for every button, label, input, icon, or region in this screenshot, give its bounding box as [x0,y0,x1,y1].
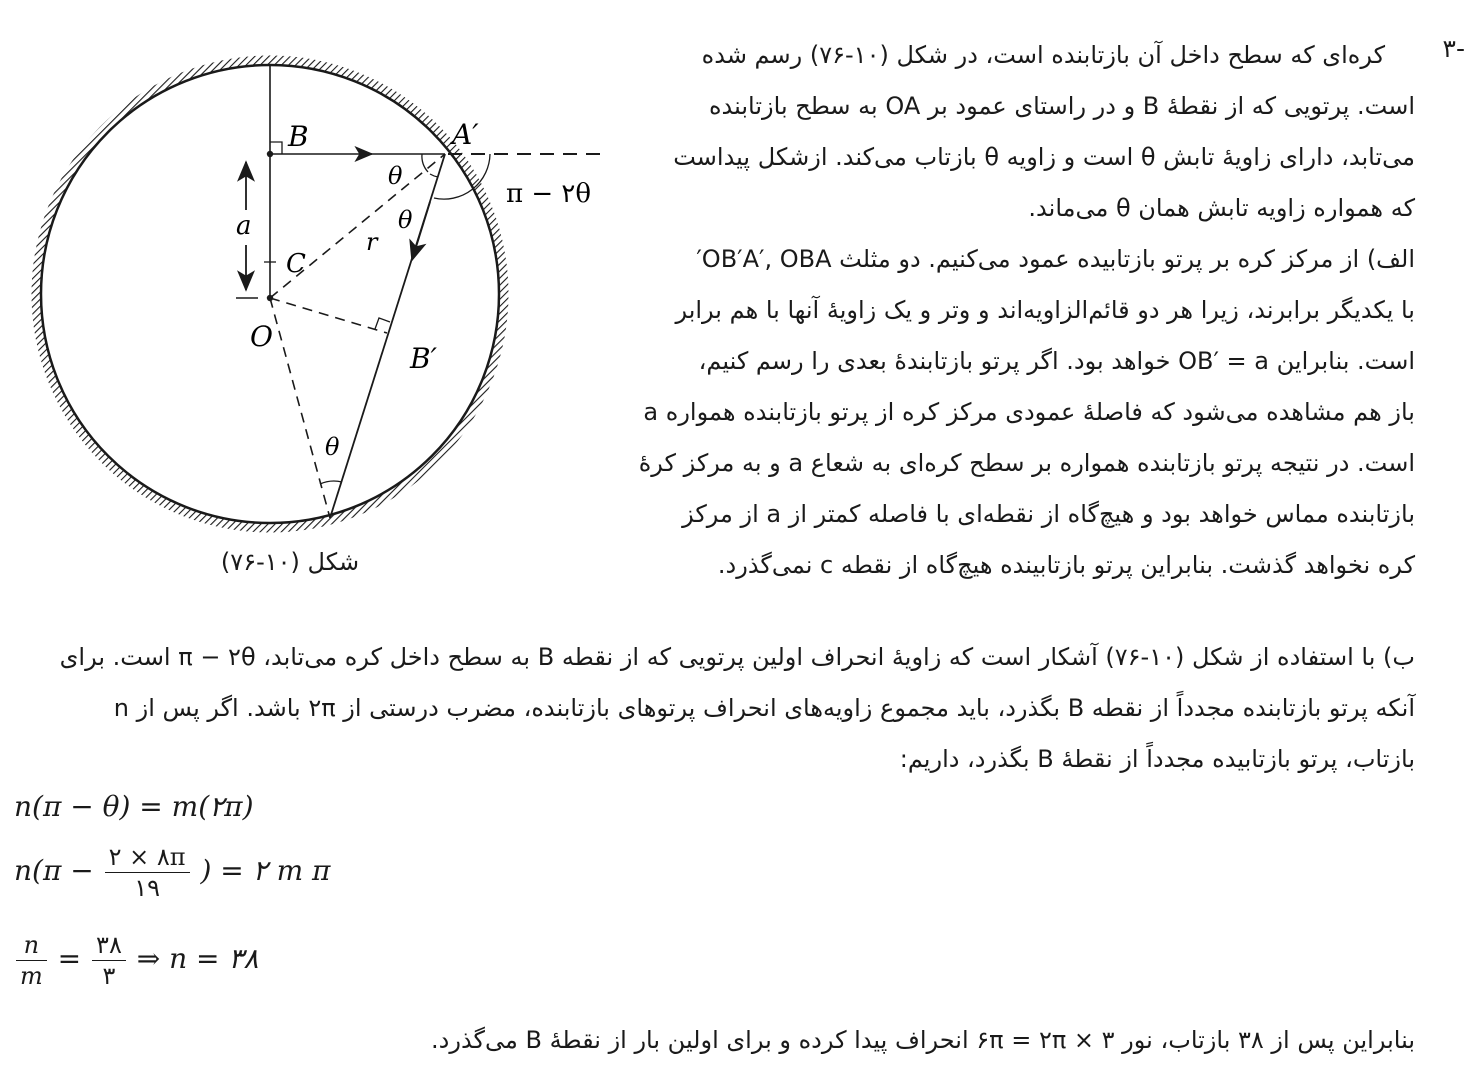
statement-line-2: است. پرتویی که از نقطهٔ B و در راستای عمود بر OA به سطح بازتابنده [708,92,1415,120]
label-theta-bottom: θ [325,433,340,461]
alef-line-2: با یکدیگر برابرند، زیرا هر دو قائم‌الزاویه‌اند و وتر و یک زاویهٔ آنها با هم برابر [675,296,1415,324]
equation-3-denominator: ۳ [102,962,116,990]
equation-2-right: ) = ۲ m π [200,854,331,887]
label-C: C [286,249,306,279]
final-conclusion: بنابراین پس از ۳۸ بازتاب، نور ۶π = ۲π × ۳ انحراف پیدا کرده و برای اولین بار از نقطهٔ B می‌گذرد. [431,1026,1415,1054]
reflected-ray-arrow [412,202,430,260]
theta-arc-bottom [320,481,342,484]
label-theta-incident: θ [388,162,403,190]
b-line-1: ب) با استفاده از شکل (۱۰-۷۶) آشکار است که زاویهٔ انحراف اولین پرتویی که از نقطه B به سطح داخل کره می‌تابد، π − ۲θ است. برای [59,643,1415,671]
label-r: r [366,228,378,256]
alef-line-1: الف) از مرکز کره بر پرتو بازتابیده عمود می‌کنیم. دو مثلث OB′A′, OBA′ [696,245,1415,273]
problem-statement [625,30,1415,234]
equation-3-n: n [16,930,47,961]
label-O: O [250,320,273,353]
alef-line-5: است. در نتیجه پرتو بازتابنده همواره بر سطح کره‌ای به شعاع a و به مرکز کرهٔ [638,449,1415,477]
equation-3-result: ⇒ n = ۳۸ [136,942,259,975]
b-line-3: بازتاب، پرتو بازتابیده مجدداً از نقطهٔ B بگذرد، داریم: [899,745,1415,773]
equation-3-fraction-right [92,930,126,991]
equation-3-m: m [20,962,43,990]
theta-arc-incident [422,154,428,172]
equation-1: n(π − θ) = m(۲π) [14,790,254,823]
alef-line-4: باز هم مشاهده می‌شود که فاصلهٔ عمودی مرکز کره از پرتو بازتابنده همواره a [643,398,1415,426]
theta-arc-reflected [430,174,438,177]
label-theta-reflected: θ [398,206,413,234]
statement-line-1: کره‌ای که سطح داخل آن بازتابنده است، در شکل (۱۰-۷۶) رسم شده [701,41,1385,69]
label-deviation-angle: π − ۲θ [506,179,592,209]
figure-caption: شکل (۱۰-۷۶) [220,548,360,576]
b-line-2: آنکه پرتو بازتابنده مجدداً از نقطه B بگذرد، باید مجموع زاویه‌های انحراف پرتوهای بازتابنده، مضرب درستی از ۲π باشد. اگر پس از n [113,694,1415,722]
equation-3 [14,930,258,991]
label-B: B [288,120,309,153]
part-alef-paragraph [625,234,1415,591]
statement-line-3: می‌تابد، دارای زاویهٔ تابش θ است و زاویه θ بازتاب می‌کند. ازشکل پیداست [673,143,1415,171]
statement-line-4: که همواره زاویه تابش همان θ می‌ماند. [1028,194,1415,222]
label-B-prime: B′ [410,342,437,375]
problem-number: -۳ [1442,34,1465,63]
equation-3-numerator: ۳۸ [92,930,126,961]
reflecting-sphere-figure [20,50,620,540]
equation-2 [14,842,330,903]
point-B [267,151,273,157]
alef-line-6: بازتابنده مماس خواهد بود و هیچ‌گاه از نقطه‌ای با فاصله کمتر از a از مرکز [682,500,1415,528]
equation-2-fraction [105,842,190,903]
equation-3-equals: = [57,942,82,975]
radius-O-bottom [270,298,330,518]
alef-line-7: کره نخواهد گذشت. بنابراین پرتو بازتابینده هیچ‌گاه از نقطه c نمی‌گذرد. [717,551,1415,579]
part-b-paragraph [10,632,1415,785]
label-a: a [236,211,252,241]
figure-svg [20,50,620,540]
alef-line-3: است. بنابراین OB′ = a خواهد بود. اگر پرتو بازتابندهٔ بعدی را رسم کنیم، [698,347,1415,375]
equation-2-left: n(π − [14,854,94,887]
equation-2-denominator: ۱۹ [134,874,160,902]
label-A-prime: A′ [452,118,479,151]
perpendicular-OB-prime [270,298,387,333]
right-angle-B-prime [375,318,390,329]
equation-3-fraction-left [16,930,47,991]
equation-2-numerator: ۲ × ۸π [105,842,190,873]
